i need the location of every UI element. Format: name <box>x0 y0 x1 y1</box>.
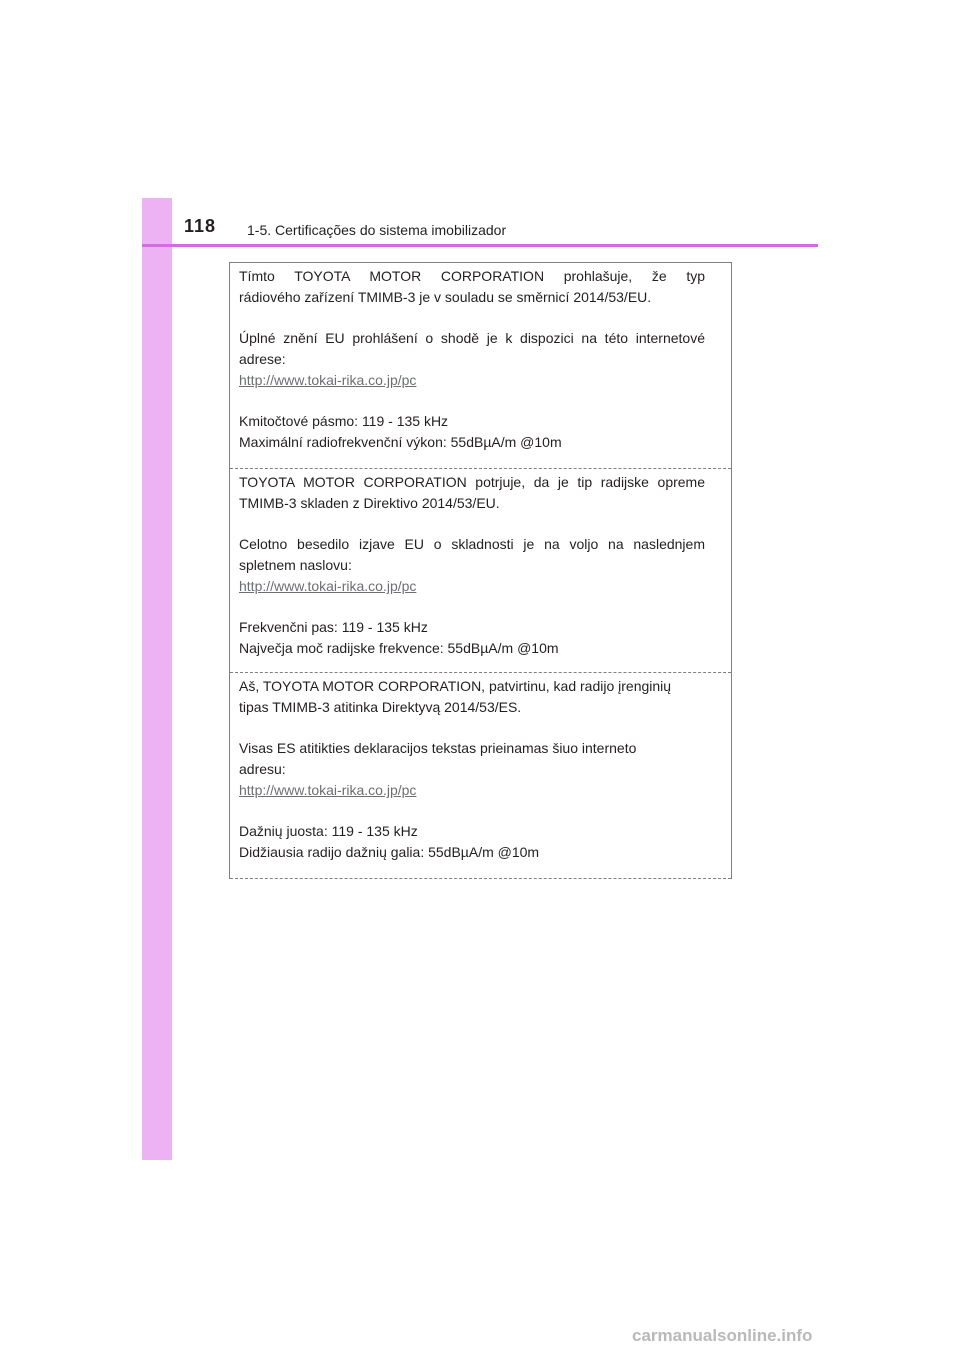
declaration-line-2: tipas TMIMB-3 atitinka Direktyvą 2014/53/ES. <box>239 699 522 715</box>
side-color-band <box>142 198 172 1160</box>
declaration-line-1: Aš, TOYOTA MOTOR CORPORATION, patvirtinu, kad radijo įrenginių <box>239 678 672 694</box>
watermark: carmanualsonline.info <box>632 1326 813 1345</box>
declaration-line-1: TOYOTA MOTOR CORPORATION potrjuje, da je tip radijske opreme <box>239 474 705 490</box>
fulltext-line-1: Úplné znění EU prohlášení o shodě je k dispozici na této internetové <box>239 330 705 346</box>
max-power: Maximální radiofrekvenční výkon: 55dBµA/m @10m <box>239 434 562 450</box>
cert-block-lithuanian <box>230 673 731 879</box>
section-title: 1-5. Certificações do sistema imobilizador <box>247 222 507 238</box>
certification-table <box>229 262 732 879</box>
frequency-band: Kmitočtové pásmo: 119 - 135 kHz <box>239 413 449 429</box>
page-number: 118 <box>184 216 217 236</box>
fulltext-line-2: spletnem naslovu: <box>239 557 352 573</box>
max-power: Didžiausia radijo dažnių galia: 55dBµA/m @10m <box>239 844 540 860</box>
fulltext-line-1: Visas ES atitikties deklaracijos tekstas prieinamas šiuo interneto <box>239 740 637 756</box>
cert-block-czech <box>230 263 731 469</box>
frequency-band: Dažnių juosta: 119 - 135 kHz <box>239 823 418 839</box>
declaration-url-link[interactable]: http://www.tokai-rika.co.jp/pc <box>239 578 417 594</box>
declaration-line-1: Tímto TOYOTA MOTOR CORPORATION prohlašuje, že typ <box>239 268 705 284</box>
cert-block-slovenian <box>230 469 731 673</box>
fulltext-line-2: adresu: <box>239 761 286 777</box>
declaration-line-2: TMIMB-3 skladen z Direktivo 2014/53/EU. <box>239 495 500 511</box>
declaration-url-link[interactable]: http://www.tokai-rika.co.jp/pc <box>239 782 417 798</box>
fulltext-line-2: adrese: <box>239 351 286 367</box>
declaration-url-link[interactable]: http://www.tokai-rika.co.jp/pc <box>239 372 417 388</box>
fulltext-line-1: Celotno besedilo izjave EU o skladnosti je na voljo na naslednjem <box>239 536 705 552</box>
header-rule <box>142 244 818 247</box>
declaration-line-2: rádiového zařízení TMIMB-3 je v souladu se směrnicí 2014/53/EU. <box>239 289 652 305</box>
frequency-band: Frekvenčni pas: 119 - 135 kHz <box>239 619 428 635</box>
max-power: Največja moč radijske frekvence: 55dBµA/m @10m <box>239 640 559 656</box>
